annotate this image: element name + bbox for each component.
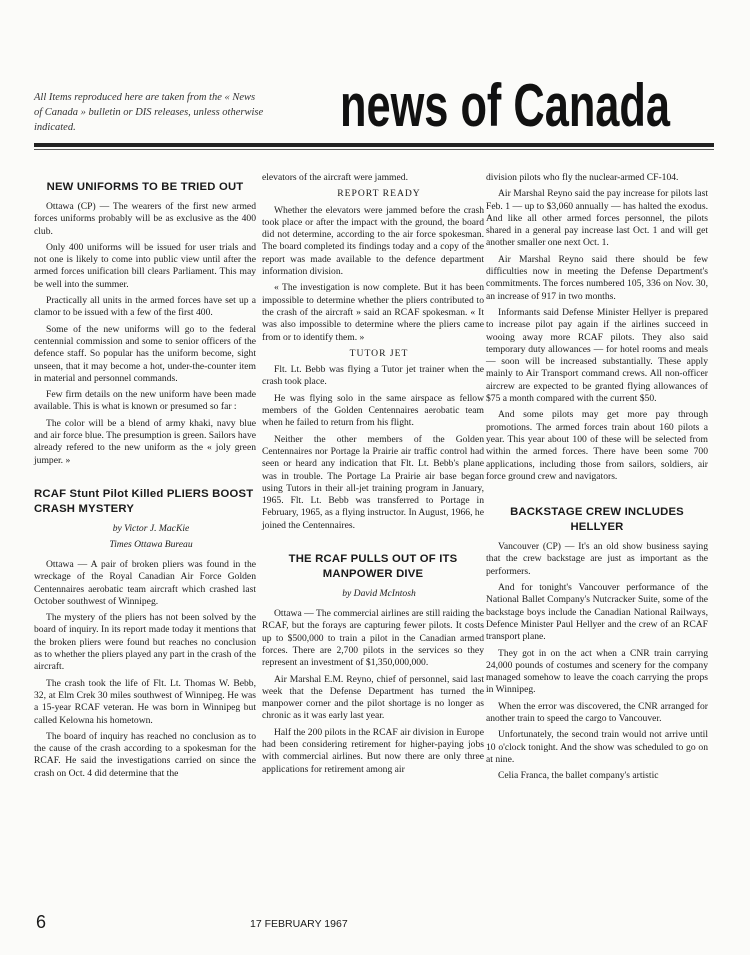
paragraph: The board of inquiry has reached no conclusion as to the cause of the crash according to a spokesman for the RCAF. He said the investigations carried on since the crash on Oct. 4 did determine that the — [34, 730, 256, 779]
page-number: 6 — [36, 912, 47, 932]
paragraph: Some of the new uniforms will go to the federal centennial commission and some to senior officers of the defence staff. So popular has the uniform become, sight unseen, that it may become a hot, under-the-counter item in material and personnel commands. — [34, 323, 256, 384]
intro-note: All Items reproduced here are taken from the « News of Canada » bulletin or DIS releases, unless otherwise indicated. — [34, 92, 264, 133]
masthead — [340, 74, 680, 134]
paragraph: « The investigation is now complete. But it has been impossible to determine whether the pliers contributed to the crash of the aircraft » said an RCAF spokesman. « It was also impossible to determine where the pliers came from or to identify them. » — [262, 282, 484, 343]
paragraph: Neither the other members of the Golden Centennaires nor Portage la Prairie air traffic control had seen or heard any indication that Flt. Lt. Bebb's plane was in trouble. The Portage La Prairie air base began using Tutors in their all-jet training program in January, 1965. Flt. Lt. Bebb was transferred to Portage in February, 1965, as a flying instructor. In August, 1966, he joined the Centennaires. — [262, 433, 484, 531]
paragraph: Half the 200 pilots in the RCAF air division in Europe had been considering retirement for higher-paying jobs with commercial airlines. But now there are only three applications for retirement among air — [262, 726, 484, 775]
column-1 — [34, 172, 256, 784]
paragraph: Unfortunately, the second train would not arrive until 10 o'clock tonight. And the show was scheduled to go on at nine. — [486, 729, 708, 765]
subhead-tutor-jet: TUTOR JET — [349, 347, 409, 359]
paragraph: Celia Franca, the ballet company's artistic — [498, 770, 659, 782]
paragraph: He was flying solo in the same airspace as fellow members of the Golden Centennaires aerobatic team when he failed to return from his flight. — [262, 392, 484, 429]
paragraph: When the error was discovered, the CNR arranged for another train to speed the cargo to Vancouver. — [486, 700, 708, 724]
paragraph: Ottawa (CP) — The wearers of the first new armed forces uniforms probably will be as exclusive as the 400 club. — [34, 201, 256, 237]
column-3 — [486, 172, 708, 786]
article-title-backstage: BACKSTAGE CREW INCLUDES HELLYER — [510, 506, 684, 534]
paragraph: And for tonight's Vancouver performance of the National Ballet Company's Nutcracker Suite, some of the backstage boys include the Canadian National Railways, Defence Minister Paul Hellyer and the crew of an RCAF transport plane. — [486, 582, 708, 643]
header-rule-thin — [34, 149, 714, 150]
article-title-uniforms: NEW UNIFORMS TO BE TRIED OUT — [46, 181, 244, 193]
byline: by Victor J. MacKie — [112, 522, 190, 534]
paragraph: The mystery of the pliers has not been solved by the board of inquiry. In its report made today it mentions that the broken pliers were found but reaches no conclusion as to whether the pliers played any part in the crash of the aircraft. — [34, 612, 256, 673]
paragraph: And some pilots may get more pay through promotions. The armed forces train about 160 pilots a year. This year about 100 of these will be selected from within the armed forces. There have been some 700 applications, including those from sailors, soldiers, air force ground crew and navigators. — [486, 409, 708, 482]
paragraph: Few firm details on the new uniform have been made available. This is what is known or presumed so far : — [34, 389, 256, 413]
issue-date: 17 FEBRUARY 1967 — [250, 918, 348, 930]
paragraph: They got in on the act when a CNR train carrying 24,000 pounds of costumes and scenery for the company managed somehow to leave the coach carrying the props in Winnipeg. — [486, 647, 708, 696]
column-2 — [262, 172, 484, 780]
byline: by David McIntosh — [342, 588, 416, 600]
bureau: Times Ottawa Bureau — [109, 538, 193, 550]
paragraph: division pilots who fly the nuclear-armed CF-104. — [486, 172, 679, 183]
header-rule — [34, 143, 714, 147]
subhead-report-ready: REPORT READY — [337, 188, 421, 200]
paragraph: elevators of the aircraft were jammed. — [262, 172, 408, 183]
paragraph: Air Marshal Reyno said there should be few difficulties now in meeting the Defense Department's commitments. The forces numbered 105, 336 on Nov. 30, an increase of 917 in two months. — [486, 253, 708, 302]
paragraph: Air Marshal Reyno said the pay increase for pilots last Feb. 1 — up to $3,060 annually — has halted the exodus. And like all other armed forces personnel, the pilots shared in a general pay increase last Oct. 1 and will get another smaller one next Oct. 1. — [486, 188, 708, 249]
paragraph: Ottawa — The commercial airlines are still raiding the RCAF, but the forays are capturing fewer pilots. It costs up to $500,000 to train a pilot in the Canadian armed forces. There are 2,700 pilots in the services so they represent an investment of $1,350,000,000. — [262, 608, 484, 669]
paragraph: Practically all units in the armed forces have set up a clamor to be issued with a few of the first 400. — [34, 295, 256, 319]
paragraph: Flt. Lt. Bebb was flying a Tutor jet trainer when the crash took place. — [262, 364, 484, 388]
paragraph: Vancouver (CP) — It's an old show business saying that the crew backstage are just as important as the performers. — [486, 541, 708, 577]
paragraph: Whether the elevators were jammed before the crash took place or after the impact with the ground, the board did not determine, according to the air force spokesman. The board completed its findings today and a copy of the report was made available to the defence department information division. — [262, 204, 484, 278]
paragraph: Only 400 uniforms will be issued for user trials and not one is likely to come into public view until after the armed forces unification bill clears Parliament. This may be well into the summer. — [34, 241, 256, 290]
paragraph: Ottawa — A pair of broken pliers was found in the wreckage of the Royal Canadian Air Force Golden Centennaires aerobatic team aircraft which crashed last October southwest of Winnipeg. — [34, 558, 256, 607]
article-title-manpower: THE RCAF PULLS OUT OF ITS MANPOWER DIVE — [288, 553, 458, 581]
paragraph: The color will be a blend of army khaki, navy blue and air force blue. The presumption is green. Sailors have already refered to the new uniform as the « joly green jumper. » — [34, 417, 256, 466]
article-title-pliers: RCAF Stunt Pilot Killed PLIERS BOOST CRASH MYSTERY — [34, 487, 254, 515]
masthead-title: news of Canada — [340, 74, 671, 134]
paragraph: Informants said Defense Minister Hellyer is prepared to increase pilot pay again if the airlines succeed in wooing away more RCAF pilots. They also said temporary duty allowances — for hotel rooms and meals — soon will be increased substantially. These apply mainly to Air Transport command crews. All non-officer aircrew are expected to be granted flying allowances of $75 a month compared with the current $50. — [486, 306, 708, 405]
paragraph: The crash took the life of Flt. Lt. Thomas W. Bebb, 32, at Elm Crek 30 miles southwest of Winnipeg. He was a 15-year RCAF veteran. He was born in Winnipeg but called Kelowna his hometown. — [34, 677, 256, 726]
paragraph: Air Marshal E.M. Reyno, chief of personnel, said last week that the Defense Department has turned the manpower corner and the pilot shortage is no longer as chronic as it was early last year. — [262, 673, 484, 722]
